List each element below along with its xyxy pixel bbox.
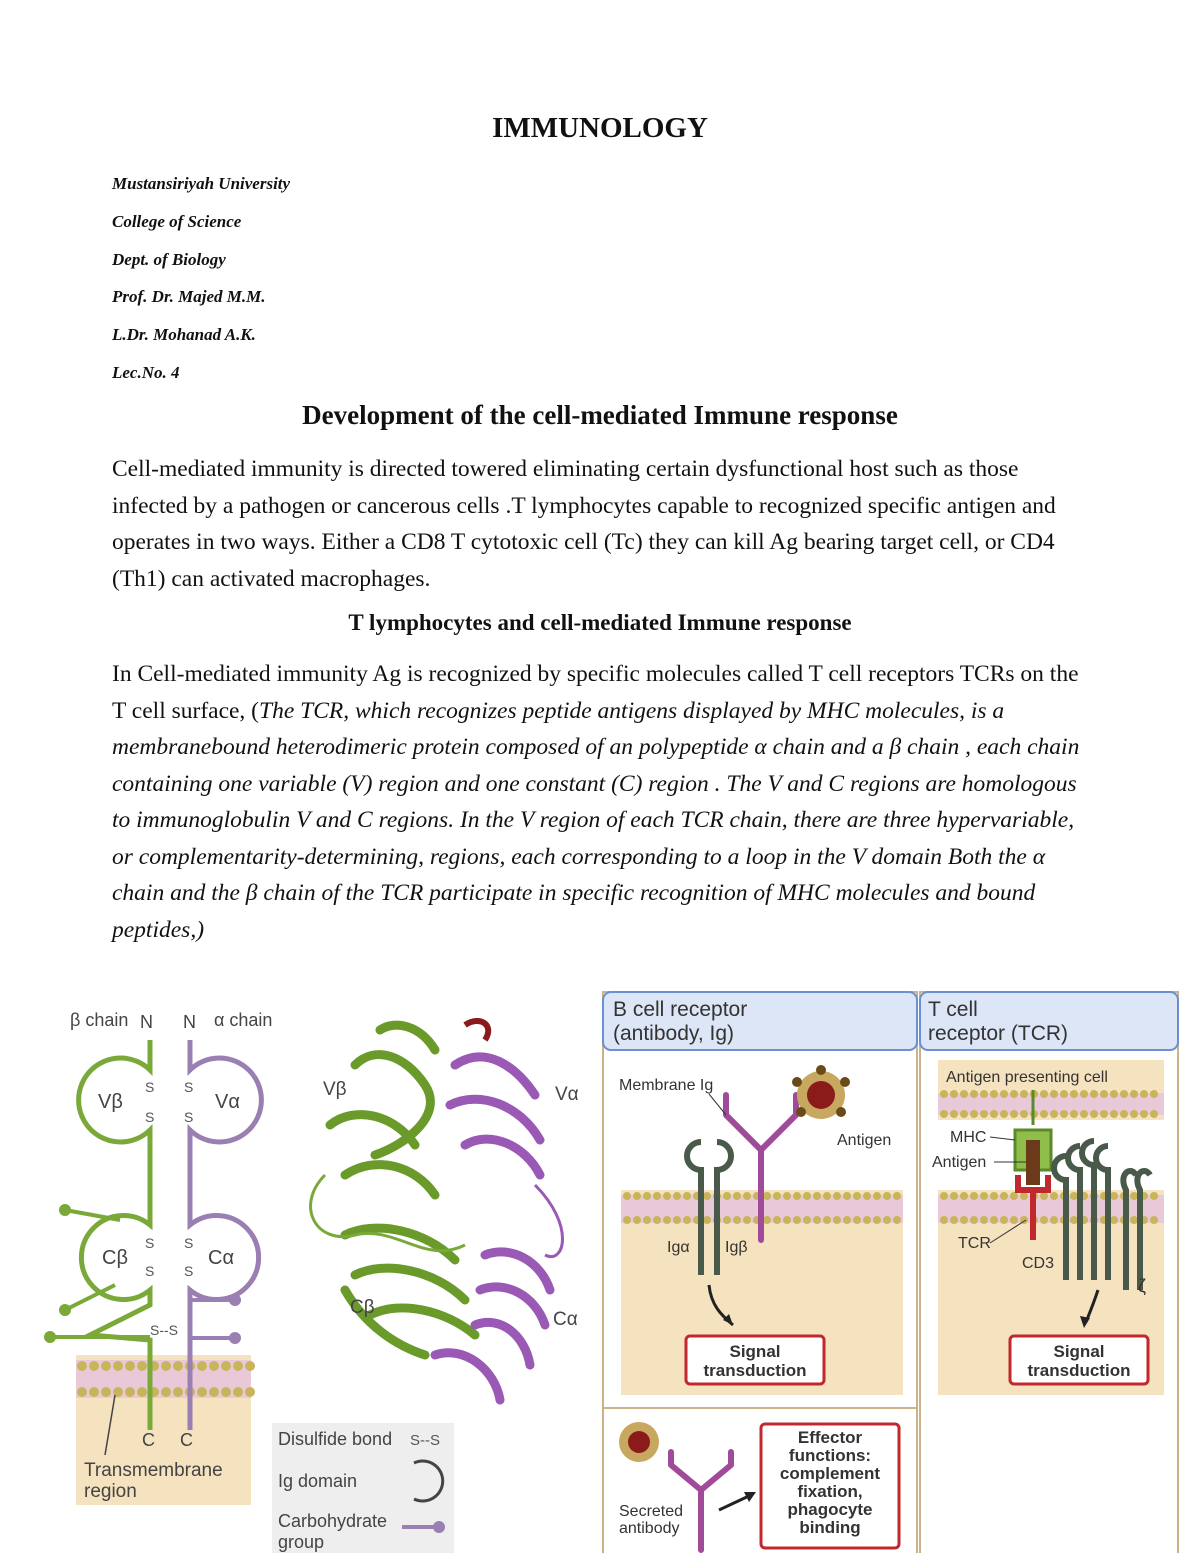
tcr-paragraph-italic: The TCR, which recognizes peptide antigens displayed by MHC molecules, is a membranebound heterodimeric protein composed of an polypeptide α chain and a β chain , each chain containing one variable (V) region and one constant (C) region . The V and C regions are homologous to immunoglobulin V and C regions. In the V region of each TCR chain, there are three hypervariable, or complementarity-determining, regions, each corresponding to a loop in the V domain: [112, 697, 1080, 870]
mhc-label: MHC: [950, 1129, 987, 1146]
tcr-schematic-figure: [40, 1000, 285, 1520]
carbohydrate-group-icon: [229, 1332, 241, 1344]
sulfur-label: S: [145, 1263, 155, 1279]
tcr-signal-line1: Signal: [1053, 1342, 1105, 1361]
university-line: Mustansiriyah University: [112, 174, 291, 193]
transmembrane-label-line1: Transmembrane: [84, 1460, 223, 1481]
department-line: Dept. of Biology: [112, 250, 226, 269]
ig-beta-label: Igβ: [725, 1239, 748, 1256]
effector-line-3: complement: [779, 1464, 881, 1483]
c-terminus-alpha-label: C: [180, 1430, 193, 1450]
n-terminus-alpha-label: N: [183, 1012, 196, 1032]
interchain-disulfide-label: S--S: [150, 1322, 178, 1338]
secreted-antigen-icon: [619, 1422, 659, 1462]
lecturer-line: L.Dr. Mohanad A.K.: [112, 325, 256, 344]
n-terminus-beta-label: N: [140, 1012, 153, 1032]
ribbon-valpha-label: Vα: [555, 1084, 579, 1105]
figure-legend: [272, 1423, 454, 1553]
carbohydrate-group-icon: [229, 1294, 241, 1306]
membrane-ig-label: Membrane Ig: [619, 1077, 714, 1094]
bcr-header-line1: B cell receptor: [613, 998, 748, 1021]
section-heading-t-lymphocytes: T lymphocytes and cell-mediated Immune response: [348, 610, 852, 635]
sulfur-label: S: [145, 1235, 155, 1251]
document-title: IMMUNOLOGY: [492, 112, 708, 144]
section-paragraph-tcr: [112, 656, 1092, 948]
c-terminus-beta-label: C: [142, 1430, 155, 1450]
secreted-label-line2: antibody: [619, 1520, 680, 1537]
valpha-domain-label: Vα: [215, 1091, 240, 1113]
sulfur-label: S: [145, 1079, 155, 1095]
zeta-chain-label: ζ: [1138, 1276, 1146, 1296]
college-line: College of Science: [112, 212, 242, 231]
tcr-panel: [918, 990, 1180, 1553]
sulfur-label: S: [184, 1079, 194, 1095]
ribbon-vbeta-label: Vβ: [323, 1079, 347, 1100]
cd3-label: CD3: [1022, 1255, 1055, 1272]
transmembrane-label-line2: region: [84, 1481, 137, 1502]
tcr-header-line2: receptor (TCR): [928, 1022, 1069, 1045]
effector-line-1: Effector: [797, 1428, 863, 1447]
peptide-antigen-icon: [1026, 1140, 1040, 1185]
sulfur-label: S: [184, 1235, 194, 1251]
apc-label: Antigen presenting cell: [946, 1069, 1108, 1086]
section-heading-development: Development of the cell-mediated Immune response: [302, 400, 898, 430]
effector-line-4: fixation,: [797, 1482, 863, 1501]
secreted-label-line1: Secreted: [619, 1503, 684, 1520]
calpha-domain-label: Cα: [208, 1247, 235, 1269]
sulfur-label: S: [184, 1263, 194, 1279]
sulfur-label: S: [184, 1109, 194, 1125]
professor-line: Prof. Dr. Majed M.M.: [112, 287, 266, 306]
legend-ig-domain-label: Ig domain: [278, 1471, 358, 1491]
effector-line-5: phagocyte: [787, 1500, 873, 1519]
bcr-panel: [601, 990, 919, 1553]
bcr-header-line2: (antibody, Ig): [613, 1022, 735, 1045]
ig-alpha-label: Igα: [667, 1239, 690, 1256]
bcr-signal-line1: Signal: [729, 1342, 781, 1361]
effector-line-6: binding: [799, 1518, 861, 1537]
carbohydrate-group-icon: [44, 1331, 56, 1343]
tcr-antigen-label: Antigen: [932, 1154, 987, 1171]
section-paragraph-development: Cell-mediated immunity is directed towered eliminating certain dysfunctional host such as those infected by a pathogen or cancerous cells .T lymphocytes capable to recognized specific antigen and operates in two ways. Either a CD8 T cytotoxic cell (Tc) they can kill Ag bearing target cell, or CD4 (Th1) can activated macrophages.: [112, 456, 1056, 592]
tcr-paragraph-intro: In Cell-mediated immunity Ag is recognized by specific molecules called T cell receptors TCRs on the T cell surface, (: [112, 661, 1079, 724]
bcr-antigen-label: Antigen: [837, 1132, 892, 1149]
tcr-ribbon-structure-figure: [285, 1005, 595, 1420]
tcr-label: TCR: [958, 1235, 991, 1252]
legend-carbohydrate-label-line2: group: [278, 1532, 325, 1552]
effector-line-2: functions:: [788, 1446, 872, 1465]
ribbon-cbeta-label: Cβ: [350, 1297, 375, 1318]
vbeta-domain-label: Vβ: [98, 1091, 123, 1113]
alpha-chain-label: α chain: [214, 1010, 273, 1030]
bcr-signal-line2: transduction: [703, 1361, 807, 1380]
legend-disulfide-symbol: S--S: [410, 1432, 440, 1449]
ribbon-calpha-label: Cα: [553, 1309, 578, 1330]
tcr-header-line1: T cell: [928, 998, 978, 1021]
beta-chain-label: β chain: [70, 1010, 129, 1030]
legend-carbohydrate-label-line1: Carbohydrate: [278, 1511, 388, 1531]
tcr-signal-line2: transduction: [1027, 1361, 1131, 1380]
carbohydrate-group-icon: [59, 1304, 71, 1316]
cbeta-domain-label: Cβ: [102, 1247, 128, 1269]
sulfur-label: S: [145, 1109, 155, 1125]
legend-disulfide-label: Disulfide bond: [278, 1429, 393, 1449]
ribbon-purple-strands: [435, 1057, 550, 1400]
tcr-paragraph-italic-2: Both the α chain and the β chain of the TCR participate in specific recognition of MHC molecules and bound peptides,): [112, 843, 1046, 943]
carbohydrate-legend-icon: [433, 1521, 445, 1533]
carbohydrate-group-icon: [59, 1204, 71, 1216]
lecture-number-line: Lec.No. 4: [112, 363, 180, 382]
